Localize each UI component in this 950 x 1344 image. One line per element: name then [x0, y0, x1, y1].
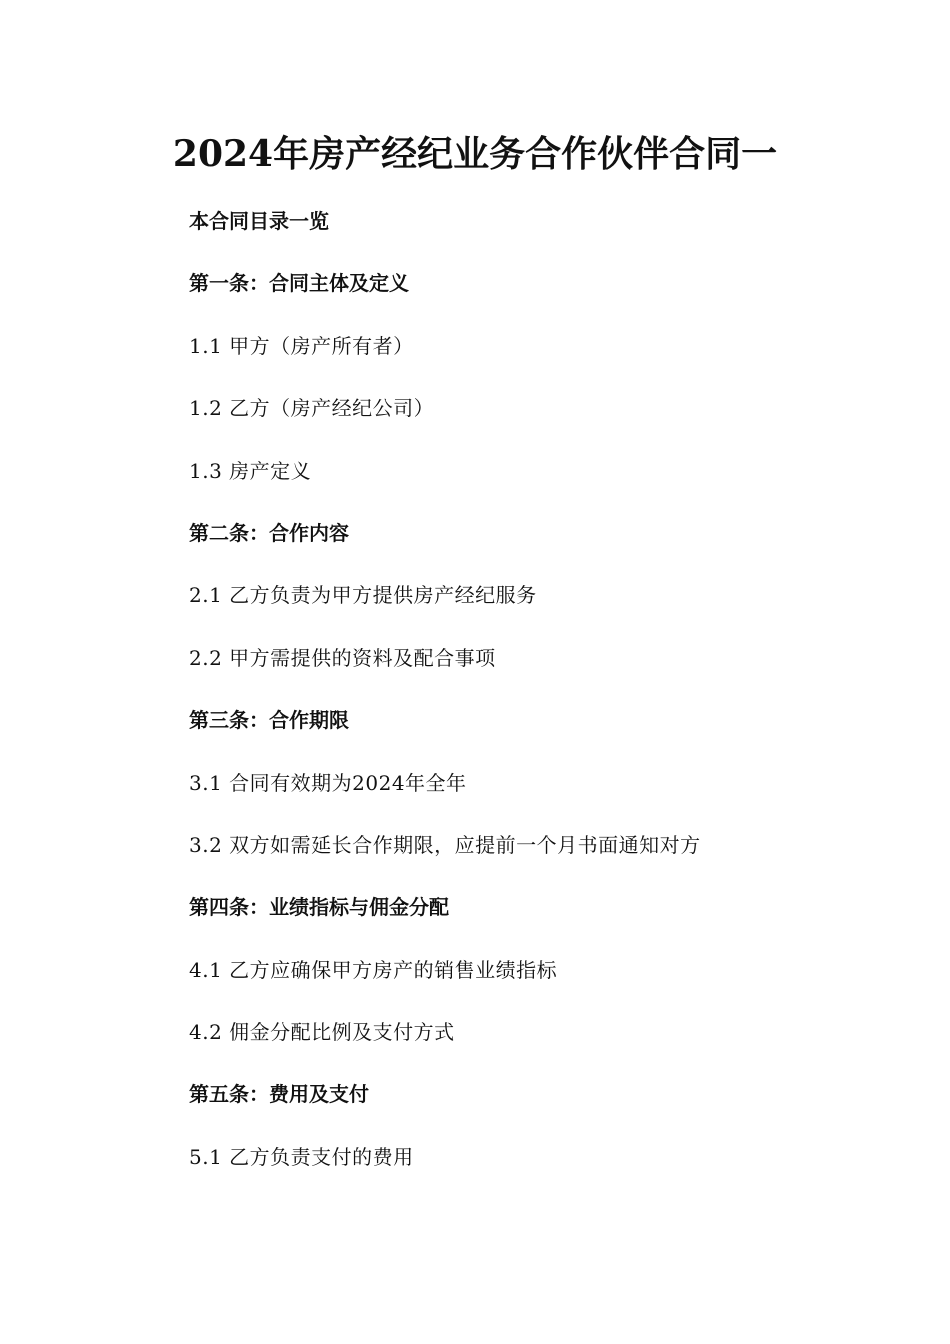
clause-4-1: 4.1 乙方应确保甲方房产的销售业绩指标 [189, 957, 558, 982]
clause-1-1: 1.1 甲方（房产所有者） [189, 333, 414, 358]
article-5-heading: 第五条：费用及支付 [189, 1082, 369, 1107]
clause-5-1: 5.1 乙方负责支付的费用 [189, 1144, 414, 1169]
clause-2-2: 2.2 甲方需提供的资料及配合事项 [189, 645, 496, 670]
article-2-heading: 第二条：合作内容 [189, 520, 349, 545]
clause-1-2: 1.2 乙方（房产经纪公司） [189, 396, 435, 421]
clause-4-2: 4.2 佣金分配比例及支付方式 [189, 1020, 455, 1045]
clause-3-1: 3.1 合同有效期为2024年全年 [189, 770, 467, 795]
clause-2-1: 2.1 乙方负责为甲方提供房产经纪服务 [189, 583, 537, 608]
toc-heading: 本合同目录一览 [189, 209, 329, 233]
document-title: 2024年房产经纪业务合作伙伴合同一 [172, 133, 778, 175]
article-4-heading: 第四条：业绩指标与佣金分配 [189, 895, 449, 920]
article-1-heading: 第一条：合同主体及定义 [189, 271, 409, 296]
contents-list [189, 200, 909, 1198]
clause-3-2: 3.2 双方如需延长合作期限，应提前一个月书面通知对方 [189, 832, 701, 857]
article-3-heading: 第三条：合作期限 [189, 708, 349, 733]
clause-1-3: 1.3 房产定义 [189, 458, 312, 483]
